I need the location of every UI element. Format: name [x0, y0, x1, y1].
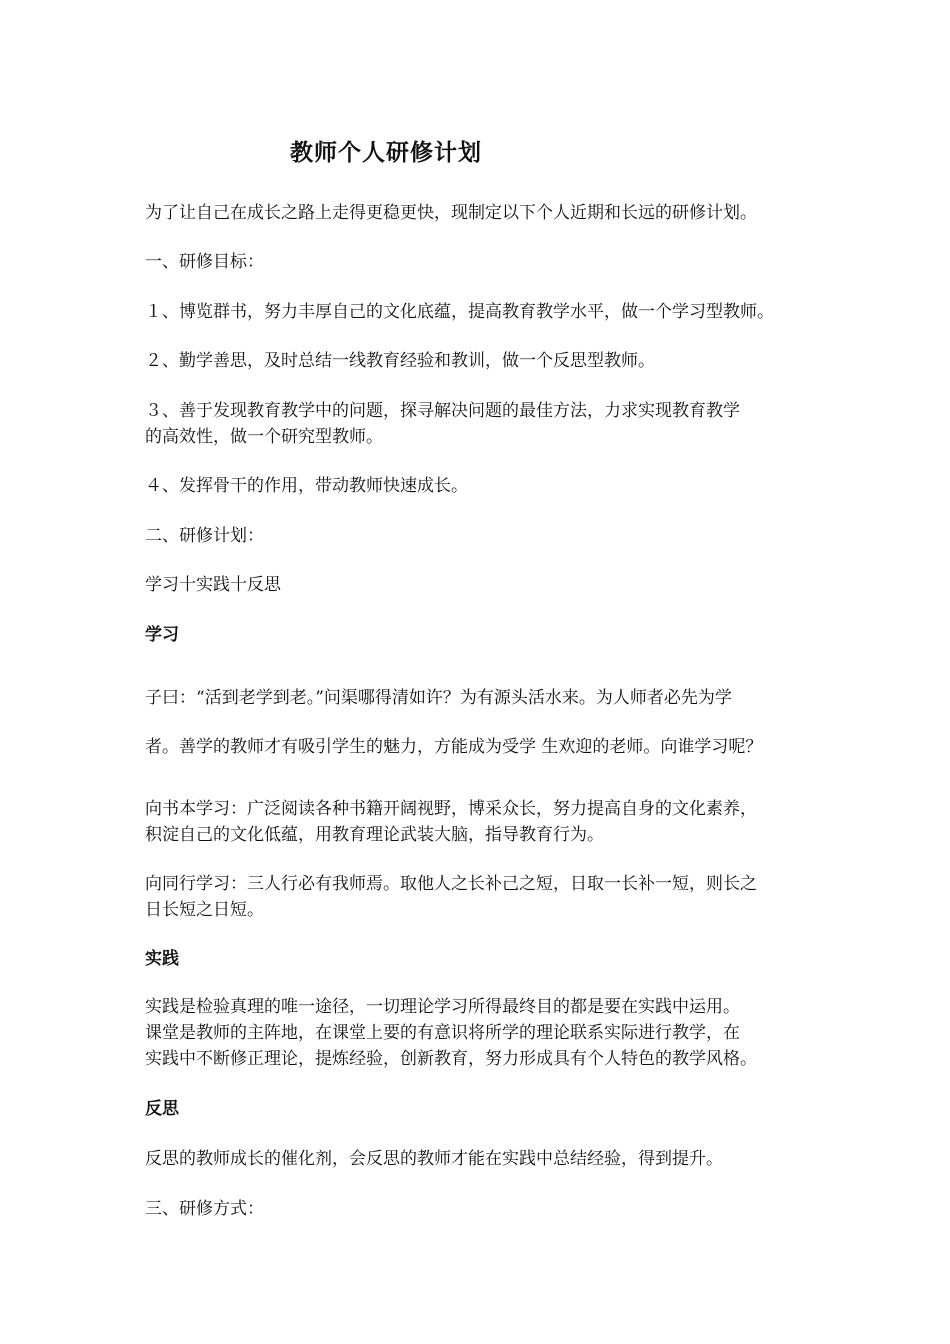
section-heading-methods: 三、研修方式： — [145, 1199, 264, 1219]
subheading-practice: 实践 — [145, 949, 179, 969]
page-title: 教师个人研修计划 — [290, 140, 482, 166]
subheading-reflect: 反思 — [145, 1099, 179, 1119]
study-paragraph-2-line-1: 向书本学习：广泛阅读各种书籍开阔视野，博采众长，努力提高自身的文化素养， — [145, 799, 757, 819]
study-paragraph-1-line-1: 子曰：“活到老学到老。”问渠哪得清如许？为有源头活水来。为人师者必先为学 — [145, 688, 732, 708]
intro-paragraph: 为了让自己在成长之路上走得更稳更快，现制定以下个人近期和长远的研修计划。 — [145, 203, 757, 223]
goal-item-3-line-1: ３、善于发现教育教学中的问题，探寻解决问题的最佳方法，力求实现教育教学 — [145, 401, 740, 421]
goal-item-2: ２、勤学善思，及时总结一线教育经验和教训，做一个反思型教师。 — [145, 351, 655, 371]
goal-item-4: ４、发挥骨干的作用，带动教师快速成长。 — [145, 476, 468, 496]
plan-formula: 学习十实践十反思 — [145, 575, 281, 595]
practice-paragraph-line-2: 课堂是教师的主阵地，在课堂上要的有意识将所学的理论联系实际进行教学，在 — [145, 1023, 740, 1043]
section-heading-plan: 二、研修计划： — [145, 526, 264, 546]
goal-item-3-line-2: 的高效性，做一个研究型教师。 — [145, 427, 383, 447]
goal-item-1: １、博览群书，努力丰厚自己的文化底蕴，提高教育教学水平，做一个学习型教师。 — [145, 302, 774, 322]
reflect-paragraph: 反思的教师成长的催化剂，会反思的教师才能在实践中总结经验，得到提升。 — [145, 1149, 723, 1169]
practice-paragraph-line-3: 实践中不断修正理论，提炼经验，创新教育，努力形成具有个人特色的教学风格。 — [145, 1049, 757, 1069]
study-paragraph-1-line-2: 者。善学的教师才有吸引学生的魅力，方能成为受学 生欢迎的老师。向谁学习呢？ — [145, 737, 763, 757]
study-paragraph-2-line-2: 积淀自己的文化低蕴，用教育理论武装大脑，指导教育行为。 — [145, 825, 604, 845]
practice-paragraph-line-1: 实践是检验真理的唯一途径，一切理论学习所得最终目的都是要在实践中运用。 — [145, 997, 740, 1017]
study-paragraph-3-line-1: 向同行学习：三人行必有我师焉。取他人之长补己之短，日取一长补一短，则长之 — [145, 874, 757, 894]
subheading-study: 学习 — [145, 625, 179, 645]
study-paragraph-3-line-2: 日长短之日短。 — [145, 900, 264, 920]
section-heading-goals: 一、研修目标： — [145, 252, 264, 272]
